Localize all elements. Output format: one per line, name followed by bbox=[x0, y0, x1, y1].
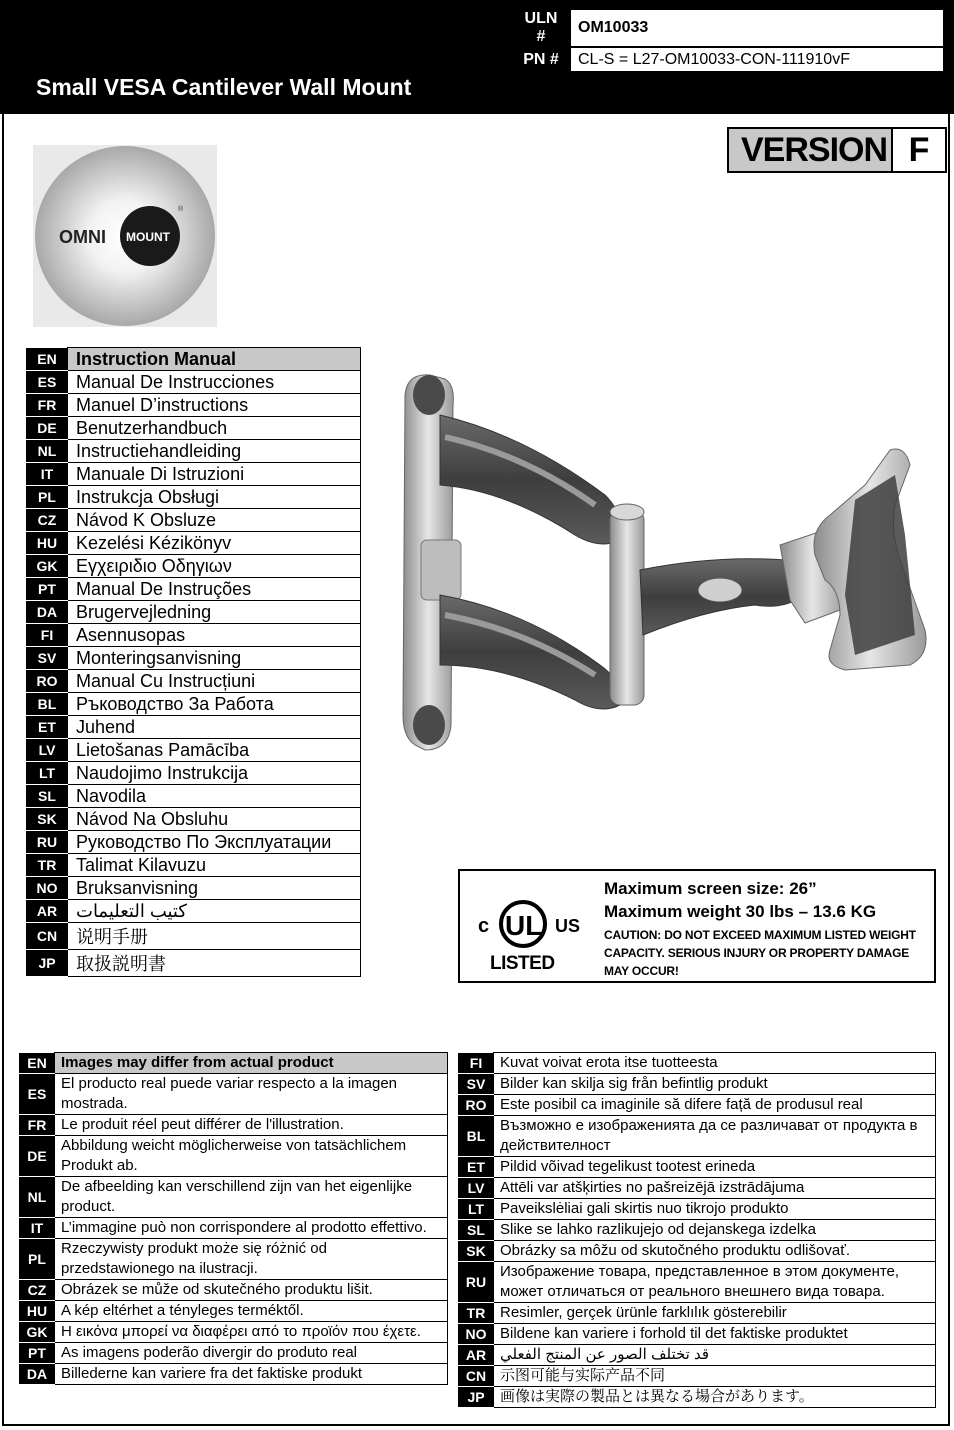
manual-language-row bbox=[27, 463, 361, 486]
logo-text-mount: MOUNT bbox=[126, 230, 170, 244]
page-title: Small VESA Cantilever Wall Mount bbox=[36, 74, 412, 100]
disclaimer-code: GK bbox=[20, 1322, 55, 1343]
manual-language-row bbox=[27, 670, 361, 693]
version-value: F bbox=[891, 129, 945, 171]
disclaimer-row bbox=[20, 1322, 448, 1343]
manual-language-text: Manual Cu Instrucțiuni bbox=[68, 670, 361, 693]
disclaimer-text: Pildid võivad tegelikust tootest erineda bbox=[494, 1157, 936, 1178]
manual-language-row bbox=[27, 624, 361, 647]
disclaimer-code: LT bbox=[459, 1199, 494, 1220]
disclaimer-code: BL bbox=[459, 1116, 494, 1157]
omnimount-logo bbox=[33, 145, 217, 327]
manual-language-text: Руководство По Эксплуатации bbox=[68, 831, 361, 854]
manual-language-code: JP bbox=[27, 950, 68, 977]
manual-language-text: Instruction Manual bbox=[68, 348, 361, 371]
ul-specs bbox=[604, 877, 934, 980]
disclaimer-text: A kép eltérhet a tényleges terméktől. bbox=[55, 1301, 448, 1322]
manual-language-text: Instructiehandleiding bbox=[68, 440, 361, 463]
disclaimer-row bbox=[459, 1157, 936, 1178]
disclaimer-code: EN bbox=[20, 1053, 55, 1074]
disclaimer-text: Le produit réel peut différer de l'illustration. bbox=[55, 1115, 448, 1136]
version-box bbox=[727, 127, 947, 173]
manual-language-row bbox=[27, 440, 361, 463]
manual-language-code: PT bbox=[27, 578, 68, 601]
disclaimer-row bbox=[20, 1280, 448, 1301]
disclaimer-code: CN bbox=[459, 1366, 494, 1387]
manual-language-text: Talimat Kilavuzu bbox=[68, 854, 361, 877]
disclaimer-text: El producto real puede variar respecto a la imagen mostrada. bbox=[55, 1074, 448, 1115]
manual-language-row bbox=[27, 417, 361, 440]
disclaimer-text: Kuvat voivat erota itse tuotteesta bbox=[494, 1053, 936, 1074]
manual-language-text: Asennusopas bbox=[68, 624, 361, 647]
disclaimer-text: 画像は実際の製品とは異なる場合があります。 bbox=[494, 1387, 936, 1408]
manual-language-text: Manuel D’instructions bbox=[68, 394, 361, 417]
manual-language-code: ET bbox=[27, 716, 68, 739]
manual-language-text: Brugervejledning bbox=[68, 601, 361, 624]
manual-language-text: Návod Na Obsluhu bbox=[68, 808, 361, 831]
max-screen-size: Maximum screen size: 26” bbox=[604, 879, 817, 898]
disclaimer-text: As imagens poderão divergir do produto real bbox=[55, 1343, 448, 1364]
manual-language-code: PL bbox=[27, 486, 68, 509]
disclaimer-code: DE bbox=[20, 1136, 55, 1177]
disclaimer-code: PL bbox=[20, 1239, 55, 1280]
max-weight: Maximum weight 30 lbs – 13.6 KG bbox=[604, 902, 877, 921]
manual-language-row bbox=[27, 486, 361, 509]
manual-language-row bbox=[27, 532, 361, 555]
manual-language-row bbox=[27, 647, 361, 670]
disclaimer-text: Η εικόνα μπορεί να διαφέρει από το προϊόν που έχετε. bbox=[55, 1322, 448, 1343]
manual-language-code: CN bbox=[27, 923, 68, 950]
disclaimer-row bbox=[459, 1345, 936, 1366]
disclaimer-row bbox=[459, 1199, 936, 1220]
manual-language-text: 说明手册 bbox=[68, 923, 361, 950]
disclaimer-code: RU bbox=[459, 1262, 494, 1303]
disclaimer-text: Изображение товара, представленное в этом документе, может отличаться от реального внешнего вида товара. bbox=[494, 1262, 936, 1303]
ul-us-letters: US bbox=[555, 916, 581, 936]
disclaimer-row bbox=[20, 1115, 448, 1136]
manual-language-code: RO bbox=[27, 670, 68, 693]
uln-label: ULN # bbox=[512, 9, 570, 47]
disclaimer-text: Attēli var atšķirties no pašreizējā izstrādājuma bbox=[494, 1178, 936, 1199]
disclaimer-code: SL bbox=[459, 1220, 494, 1241]
manual-language-row bbox=[27, 371, 361, 394]
disclaimer-code: NL bbox=[20, 1177, 55, 1218]
manual-language-text: Manuale Di Istruzioni bbox=[68, 463, 361, 486]
manual-language-text: كتيب التعليمات bbox=[68, 900, 361, 923]
disclaimer-code: DA bbox=[20, 1364, 55, 1385]
disclaimer-code: NO bbox=[459, 1324, 494, 1345]
disclaimer-row bbox=[459, 1074, 936, 1095]
manual-language-code: DE bbox=[27, 417, 68, 440]
disclaimer-text: 示图可能与实际产品不同 bbox=[494, 1366, 936, 1387]
manual-language-code: LV bbox=[27, 739, 68, 762]
disclaimer-text: De afbeelding kan verschillend zijn van het eigenlijke product. bbox=[55, 1177, 448, 1218]
disclaimer-code: TR bbox=[459, 1303, 494, 1324]
disclaimer-text: Bilder kan skilja sig från befintlig produkt bbox=[494, 1074, 936, 1095]
disclaimer-text: Images may differ from actual product bbox=[55, 1053, 448, 1074]
disclaimer-row bbox=[459, 1324, 936, 1345]
manual-language-text: Juhend bbox=[68, 716, 361, 739]
ul-listed-text: LISTED bbox=[490, 953, 555, 974]
disclaimer-text: Resimler, gerçek ürünle farklılık gösterebilir bbox=[494, 1303, 936, 1324]
disclaimer-text: Slike se lahko razlikujejo od dejanskega izdelka bbox=[494, 1220, 936, 1241]
disclaimer-text: Billederne kan variere fra det faktiske produkt bbox=[55, 1364, 448, 1385]
manual-language-text: Navodila bbox=[68, 785, 361, 808]
image-disclaimer-table-left bbox=[19, 1052, 448, 1385]
manual-language-code: RU bbox=[27, 831, 68, 854]
manual-language-code: LT bbox=[27, 762, 68, 785]
disclaimer-row bbox=[20, 1239, 448, 1280]
disclaimer-row bbox=[20, 1218, 448, 1239]
manual-language-row bbox=[27, 693, 361, 716]
manual-language-code: SK bbox=[27, 808, 68, 831]
manual-language-row bbox=[27, 394, 361, 417]
disclaimer-code: SV bbox=[459, 1074, 494, 1095]
pn-label: PN # bbox=[512, 47, 570, 72]
disclaimer-text: Obrázky sa môžu od skutočného produktu odlišovať. bbox=[494, 1241, 936, 1262]
disclaimer-code: LV bbox=[459, 1178, 494, 1199]
manual-language-row bbox=[27, 716, 361, 739]
disclaimer-row bbox=[459, 1095, 936, 1116]
disclaimer-code: IT bbox=[20, 1218, 55, 1239]
manual-language-row bbox=[27, 578, 361, 601]
logo-text-omni: OMNI bbox=[59, 227, 106, 247]
part-number-table bbox=[511, 8, 945, 73]
disclaimer-row bbox=[459, 1262, 936, 1303]
disclaimer-text: Abbildung weicht möglicherweise von tatsächlichem Produkt ab. bbox=[55, 1136, 448, 1177]
disclaimer-row bbox=[20, 1364, 448, 1385]
disclaimer-row bbox=[459, 1387, 936, 1408]
manual-language-text: Benutzerhandbuch bbox=[68, 417, 361, 440]
manual-language-row bbox=[27, 854, 361, 877]
disclaimer-code: SK bbox=[459, 1241, 494, 1262]
manual-language-text: Lietošanas Pamācība bbox=[68, 739, 361, 762]
disclaimer-row bbox=[20, 1343, 448, 1364]
ul-c-letter: c bbox=[478, 915, 490, 937]
manual-language-row bbox=[27, 923, 361, 950]
manual-language-text: Návod K Obsluze bbox=[68, 509, 361, 532]
disclaimer-row bbox=[459, 1116, 936, 1157]
manual-language-table bbox=[26, 347, 361, 977]
manual-language-text: Kezelési Kézikönyv bbox=[68, 532, 361, 555]
manual-language-code: DA bbox=[27, 601, 68, 624]
manual-language-code: TR bbox=[27, 854, 68, 877]
manual-language-text: Instrukcja Obsługi bbox=[68, 486, 361, 509]
manual-language-code: NO bbox=[27, 877, 68, 900]
manual-language-code: IT bbox=[27, 463, 68, 486]
manual-language-row bbox=[27, 808, 361, 831]
manual-language-code: SL bbox=[27, 785, 68, 808]
disclaimer-text: Este posibil ca imaginile să difere față de produsul real bbox=[494, 1095, 936, 1116]
manual-language-code: FR bbox=[27, 394, 68, 417]
disclaimer-text: قد تختلف الصور عن المنتج الفعلي bbox=[494, 1345, 936, 1366]
manual-language-row bbox=[27, 877, 361, 900]
manual-language-row bbox=[27, 950, 361, 977]
manual-language-code: HU bbox=[27, 532, 68, 555]
ul-listed-mark bbox=[476, 893, 586, 975]
disclaimer-row bbox=[459, 1241, 936, 1262]
disclaimer-row bbox=[459, 1178, 936, 1199]
disclaimer-code: HU bbox=[20, 1301, 55, 1322]
disclaimer-code: RO bbox=[459, 1095, 494, 1116]
manual-language-code: CZ bbox=[27, 509, 68, 532]
caution-text: CAUTION: DO NOT EXCEED MAXIMUM LISTED WEIGHT CAPACITY. SERIOUS INJURY OR PROPERTY DAMAGE MAY OCCUR! bbox=[604, 928, 916, 978]
image-disclaimer-table-right bbox=[458, 1052, 936, 1408]
disclaimer-text: L’immagine può non corrispondere al prodotto effettivo. bbox=[55, 1218, 448, 1239]
manual-language-code: GK bbox=[27, 555, 68, 578]
disclaimer-code: ET bbox=[459, 1157, 494, 1178]
manual-language-code: BL bbox=[27, 693, 68, 716]
ul-letters: UL bbox=[505, 910, 543, 941]
disclaimer-row bbox=[459, 1220, 936, 1241]
disclaimer-row bbox=[20, 1301, 448, 1322]
manual-language-code: AR bbox=[27, 900, 68, 923]
disclaimer-text: Rzeczywisty produkt może się różnić od przedstawionego na ilustracji. bbox=[55, 1239, 448, 1280]
disclaimer-row bbox=[20, 1136, 448, 1177]
wall-mount-product-image bbox=[385, 365, 950, 805]
disclaimer-text: Paveikslėliai gali skirtis nuo tikrojo produkto bbox=[494, 1199, 936, 1220]
manual-language-text: Naudojimo Instrukcija bbox=[68, 762, 361, 785]
pn-value: CL-S = L27-OM10033-CON-111910vF bbox=[570, 47, 944, 72]
logo-reg-mark: ® bbox=[178, 206, 184, 213]
manual-language-row bbox=[27, 762, 361, 785]
disclaimer-row bbox=[20, 1053, 448, 1074]
disclaimer-code: FR bbox=[20, 1115, 55, 1136]
manual-language-text: Ръководство За Работа bbox=[68, 693, 361, 716]
disclaimer-text: Възможно е изображенията да се различават от продукта в действителност bbox=[494, 1116, 936, 1157]
disclaimer-text: Bildene kan variere i forhold til det faktiske produktet bbox=[494, 1324, 936, 1345]
manual-language-code: SV bbox=[27, 647, 68, 670]
disclaimer-row bbox=[20, 1074, 448, 1115]
manual-language-code: FI bbox=[27, 624, 68, 647]
manual-language-row bbox=[27, 831, 361, 854]
manual-language-code: EN bbox=[27, 348, 68, 371]
disclaimer-row bbox=[20, 1177, 448, 1218]
manual-language-text: Εγχειριδιο Οδηγιων bbox=[68, 555, 361, 578]
disclaimer-row bbox=[459, 1303, 936, 1324]
manual-language-row bbox=[27, 509, 361, 532]
manual-language-code: ES bbox=[27, 371, 68, 394]
disclaimer-code: AR bbox=[459, 1345, 494, 1366]
manual-language-text: Manual De Instruções bbox=[68, 578, 361, 601]
disclaimer-code: CZ bbox=[20, 1280, 55, 1301]
disclaimer-row bbox=[459, 1366, 936, 1387]
manual-language-text: Monteringsanvisning bbox=[68, 647, 361, 670]
manual-language-row bbox=[27, 739, 361, 762]
manual-language-row bbox=[27, 900, 361, 923]
disclaimer-code: PT bbox=[20, 1343, 55, 1364]
manual-language-row bbox=[27, 555, 361, 578]
version-label: VERSION bbox=[741, 131, 888, 169]
manual-language-text: Bruksanvisning bbox=[68, 877, 361, 900]
manual-language-text: 取扱説明書 bbox=[68, 950, 361, 977]
disclaimer-code: FI bbox=[459, 1053, 494, 1074]
manual-language-text: Manual De Instrucciones bbox=[68, 371, 361, 394]
uln-value: OM10033 bbox=[570, 9, 944, 47]
disclaimer-row bbox=[459, 1053, 936, 1074]
disclaimer-code: JP bbox=[459, 1387, 494, 1408]
manual-language-code: NL bbox=[27, 440, 68, 463]
disclaimer-text: Obrázek se může od skutečného produktu lišit. bbox=[55, 1280, 448, 1301]
manual-language-row bbox=[27, 601, 361, 624]
manual-language-row bbox=[27, 785, 361, 808]
manual-language-row bbox=[27, 348, 361, 371]
disclaimer-code: ES bbox=[20, 1074, 55, 1115]
